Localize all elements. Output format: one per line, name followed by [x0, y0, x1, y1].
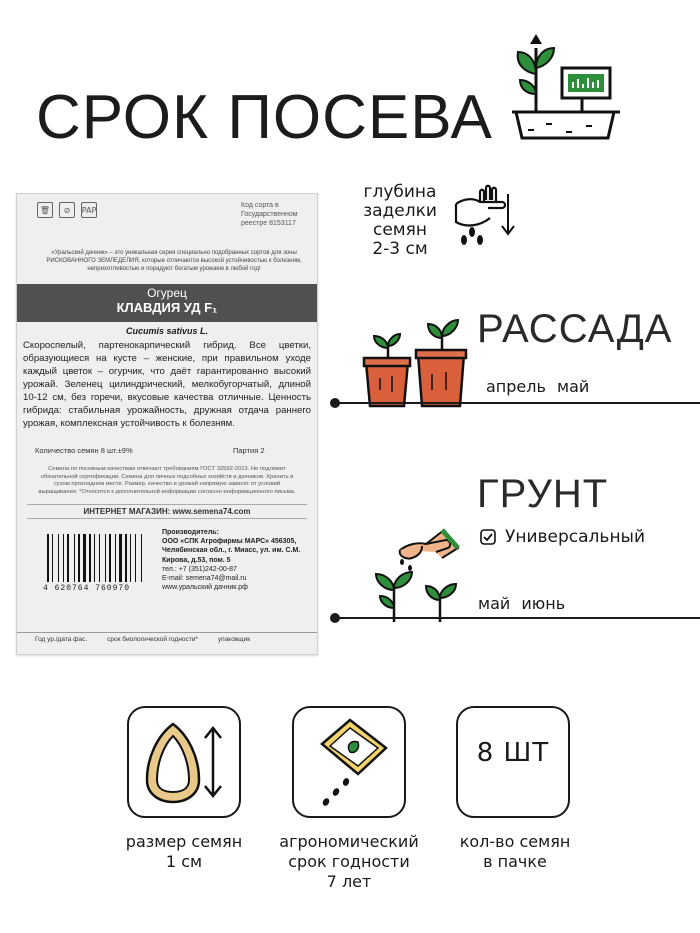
hand-seeds-icon: [450, 178, 522, 250]
depth-line-4: 2-3 см: [372, 239, 428, 259]
shelf-life-label-1: агрономический: [279, 832, 419, 851]
seedling-title: РАССАДА: [477, 307, 673, 351]
barcode-bar: [112, 534, 114, 582]
barcode-bar: [50, 534, 51, 582]
ground-timeline: [334, 617, 700, 619]
packet-name-band: [17, 284, 317, 322]
barcode-bar: [87, 534, 88, 582]
barcode-bar: [76, 534, 77, 582]
packet-variety-code: Код сорта в Государственном реестре 8153117: [241, 202, 298, 227]
barcode-bar: [94, 534, 95, 582]
ground-title: ГРУНТ: [477, 472, 609, 516]
barcode-bar: [105, 534, 106, 582]
shelf-life-label: [262, 832, 436, 892]
barcode-bar: [125, 534, 127, 582]
barcode: [47, 534, 159, 582]
depth-line-3: семян: [373, 220, 427, 240]
barcode-bar: [67, 534, 69, 582]
seed-count-value: 8 ШТ: [476, 738, 550, 768]
packet-latin-name: Cucumis sativus L.: [125, 326, 209, 336]
producer-site: www.уральский дачник.рф: [162, 584, 248, 592]
barcode-bar: [137, 534, 140, 582]
soil-type: Универсальный: [505, 527, 646, 547]
packet-year: Год ур./дата фас.: [35, 636, 88, 643]
packet-norms: Семена по посевным качествам отвечают требованиям ГОСТ 32592-2013. Не подлежит обязательной сертификации. Семена для личных подсобных хозяйств и дачников. Хранить в сухом прохладном месте. Размер, качество и урожай напрямую зависят от условий выращивания. *Относится к дополнительной информации согласно информационного письма.: [38, 466, 296, 495]
packet-description: Скороспелый, партенокарпический гибрид. Все цветки, образующиеся на кусте – женские, при правильном уходе каждый цветок – огурчик, что даёт гарантированно высокий урожай. Зеленец цилиндрический, мелкобугорчатый, длиной 10-12 см, без горечи, вкусовые качества отличные. Ценность гибрида: стабильная урожайность, дружная отдача раннего урожая, комплексная устойчивость к болезням.: [23, 340, 311, 430]
barcode-bar: [96, 534, 98, 582]
barcode-bar: [115, 534, 116, 582]
barcode-number: 4 620764 760970: [43, 584, 131, 593]
packet-intro: «Уральский дачник» – это уникальная серия специально подобранных сортов для зоны РИСКОВАННОГО ЗЕМЛЕДЕЛИЯ, которые отличаются высокой устойчивостью к болезням, неприхотливостью и порадуют богатым урожаем в любой год!: [46, 250, 302, 272]
ground-months: май июнь: [478, 594, 566, 613]
seed-size-icon: [143, 720, 227, 806]
packet-shelf-life: срок биологической годности*: [107, 636, 198, 643]
barcode-bar: [52, 534, 53, 582]
seed-packet-photo: [16, 193, 318, 655]
barcode-bar: [89, 534, 91, 582]
bin-icon: 🗑: [37, 202, 53, 218]
barcode-bar: [92, 534, 93, 582]
packet-variety: КЛАВДИЯ УД F₁: [116, 300, 218, 315]
page-title: СРОК ПОСЕВА: [36, 83, 493, 152]
barcode-bar: [101, 534, 104, 582]
barcode-bar: [60, 534, 62, 582]
barcode-bar: [78, 534, 80, 582]
barcode-bar: [135, 534, 136, 582]
seedling-timeline: [334, 402, 700, 404]
barcode-bar: [123, 534, 124, 582]
seed-count-card: [456, 706, 570, 818]
packet-shop: ИНТЕРНЕТ МАГАЗИН: www.semena74.com: [27, 504, 307, 519]
barcode-bar: [109, 534, 111, 582]
depth-line-1: глубина: [363, 182, 437, 202]
seedling-pots-icon: [362, 318, 470, 410]
sowing-depth-text: [360, 183, 440, 259]
barcode-bar: [128, 534, 129, 582]
no-burn-icon: ⊘: [59, 202, 75, 218]
seedling-sensor-icon: [510, 34, 622, 144]
barcode-bar: [58, 534, 59, 582]
producer-email: E-mail: semena74@mail.ru: [162, 575, 247, 583]
packet-packer: упаковщик: [217, 636, 251, 643]
hand-planting-icon: [370, 528, 470, 624]
producer-address: ООО «СПК Агрофирмы МАРС» 456305, Челябинская обл., г. Миасс, ул. им. С.М. Кирова, д.53, пом. 5: [162, 538, 301, 564]
packet-batch: Партия 2: [233, 446, 265, 455]
seed-count-label-2: в пачке: [483, 852, 547, 871]
seed-size-label-1: размер семян: [125, 832, 243, 851]
packet-vegetable: Огурец: [147, 286, 187, 300]
barcode-bar: [83, 534, 86, 582]
producer-label: Производитель:: [162, 529, 219, 536]
depth-line-2: заделки: [363, 201, 437, 221]
seed-size-label: [112, 832, 256, 872]
packet-producer: [162, 528, 312, 593]
seed-count-label-1: кол-во семян: [459, 832, 571, 851]
barcode-bar: [130, 534, 131, 582]
packet-seed-count: Количество семян 8 шт.±9%: [35, 446, 133, 455]
seedling-months: апрель май: [486, 377, 590, 396]
barcode-bar: [54, 534, 57, 582]
barcode-bar: [99, 534, 100, 582]
producer-phone: тел.: +7 (351)242-00-87: [162, 565, 237, 573]
seed-size-label-2: 1 см: [165, 852, 203, 871]
seed-packet-icon: [312, 718, 390, 808]
seed-count-label: [440, 832, 590, 872]
barcode-bar: [70, 534, 73, 582]
barcode-bar: [141, 534, 142, 582]
barcode-bar: [143, 534, 145, 582]
barcode-bar: [117, 534, 118, 582]
shelf-life-label-3: 7 лет: [326, 872, 372, 891]
barcode-bar: [107, 534, 108, 582]
recycle-icon: PAP: [81, 202, 97, 218]
shelf-life-card: [292, 706, 406, 818]
shelf-life-label-2: срок годности: [288, 852, 410, 871]
check-icon: [480, 529, 496, 545]
barcode-bar: [119, 534, 122, 582]
barcode-bar: [74, 534, 75, 582]
packet-bottom-strip: [17, 632, 317, 654]
barcode-bar: [47, 534, 49, 582]
barcode-bar: [63, 534, 64, 582]
barcode-bar: [132, 534, 134, 582]
packet-marking-icons: [37, 202, 97, 218]
barcode-bar: [65, 534, 66, 582]
seed-size-card: [127, 706, 241, 818]
barcode-bar: [81, 534, 82, 582]
